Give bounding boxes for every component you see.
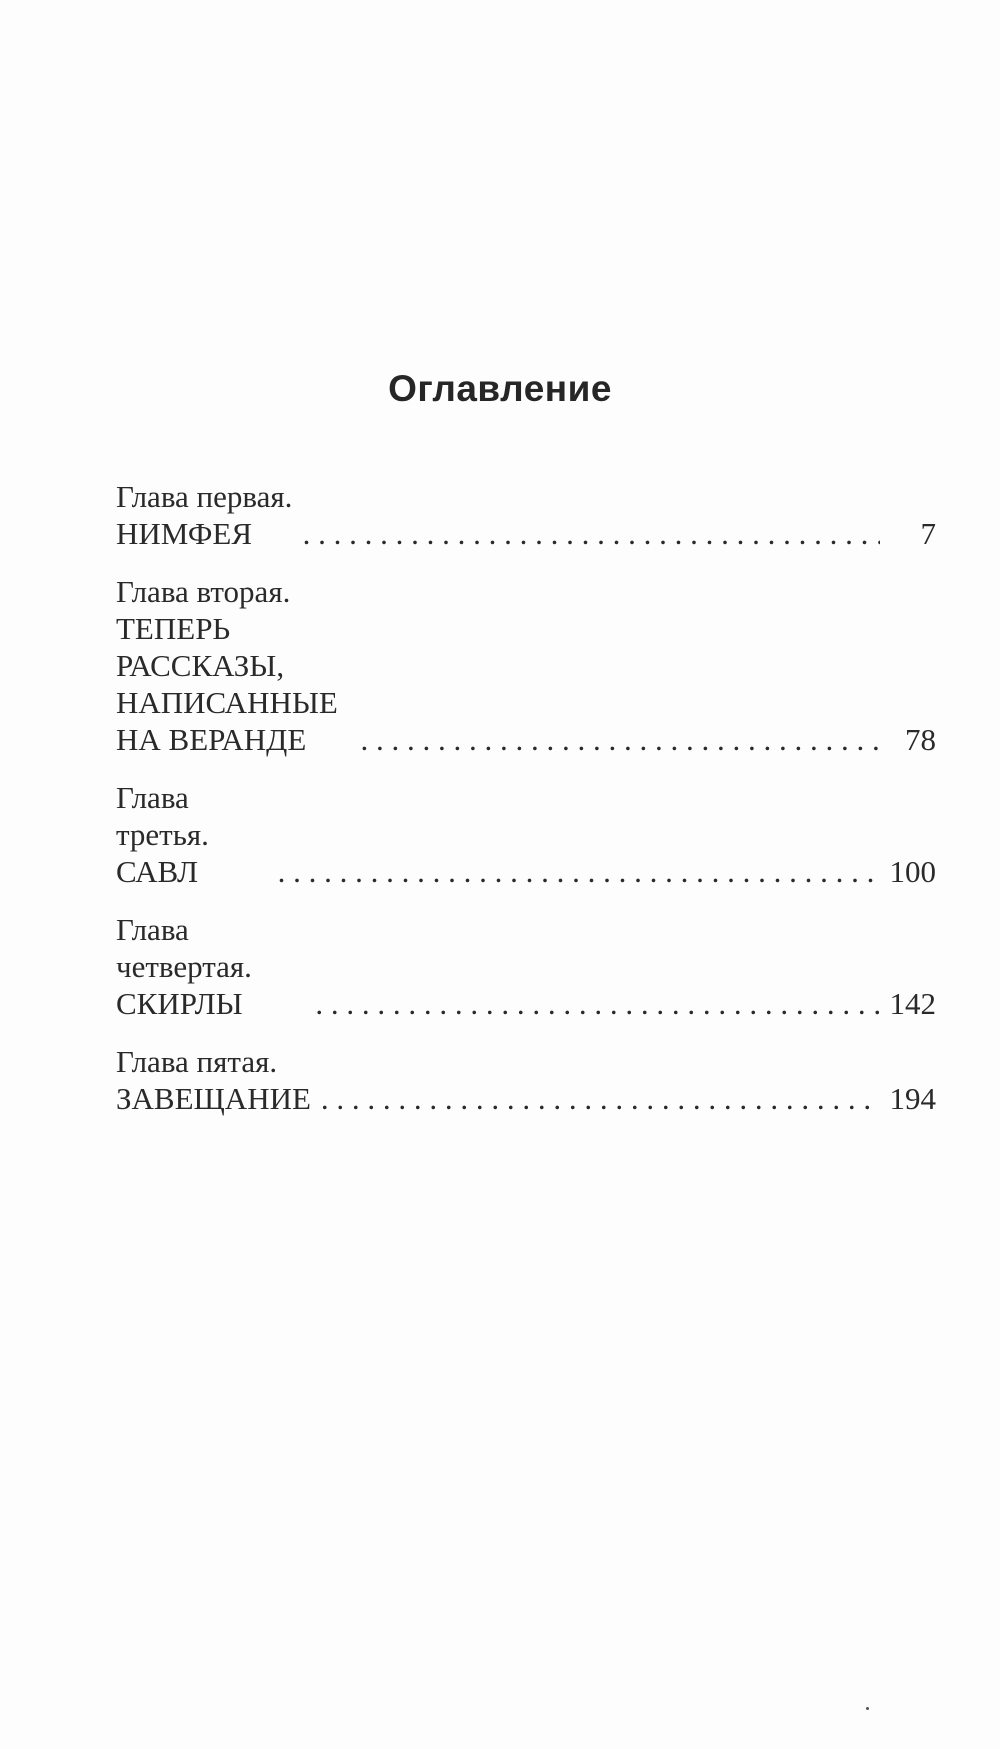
dot-leader [278,853,880,890]
toc-entry-page: 142 [889,986,936,1021]
toc-entry-page: 194 [889,1081,936,1116]
toc-entry [116,573,936,758]
toc-entry-title: Глава пятая. ЗАВЕЩАНИЕ [116,1044,311,1116]
toc-entry-title: Глава первая. НИМФЕЯ [116,479,293,551]
page-title: Оглавление [388,368,612,409]
toc-entry-title: Глава третья. САВЛ [116,780,209,889]
toc-entry [116,911,936,1022]
toc-entry-title: Глава четвертая. СКИРЛЫ [116,912,252,1021]
toc-entry [116,779,936,890]
scan-speck [866,1707,869,1710]
toc-entry-page: 100 [889,854,936,889]
toc-entry-title: Глава вторая. ТЕПЕРЬ РАССКАЗЫ, НАПИСАННЫЕ НА ВЕРАНДЕ [116,574,338,757]
dot-leader [360,721,880,758]
dot-leader [321,1080,880,1117]
toc-entry [116,478,936,552]
dot-leader [315,985,880,1022]
toc-entry-page: 78 [905,722,936,757]
table-of-contents [116,478,936,1138]
toc-entry [116,1043,936,1117]
toc-entry-page: 7 [920,516,936,551]
dot-leader [303,515,880,552]
